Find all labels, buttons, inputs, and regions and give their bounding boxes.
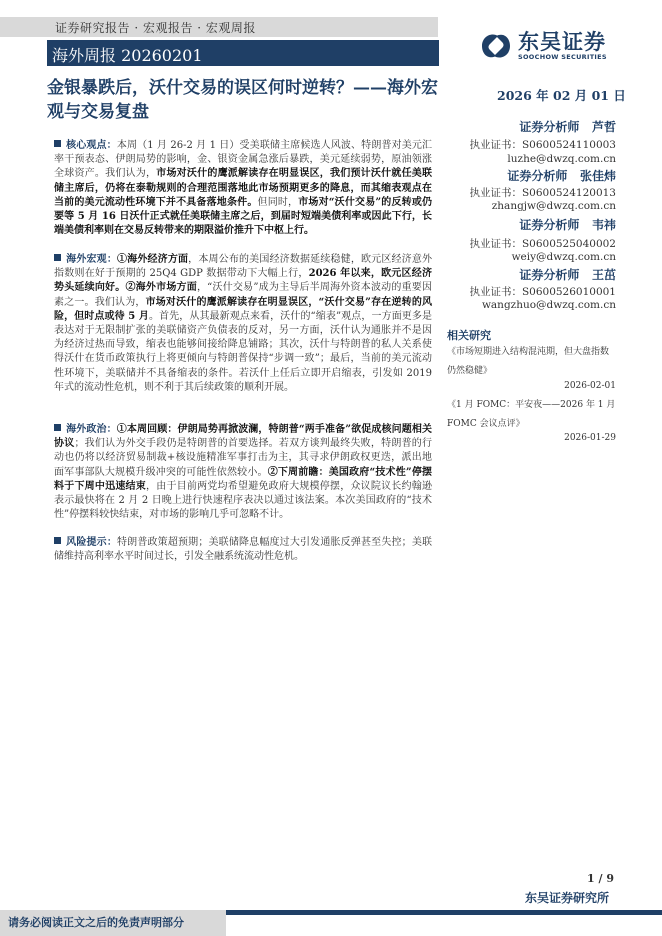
section-overseas-politics: 海外政治：①本周回顾：伊朗局势再掀波澜，特朗普“两手准备”欲促成核问题相关协议；我们认为外交手段仍是特朗普的首要选择。若双方谈判最终失败，特朗普的行动也仍将以经济贸易制裁+核设施精准军事打击为主，其寻求伊朗政权更迭，派出地面军事部队大规模升级冲突的可能性依然较小。②下周前瞻：美国政府“技术性”停摆料于下周中迅速结束，由于目前两党均希望避免政府大规模停摆，众议院议长约翰逊表示最快将在 2 月 2 日晚上进行快速程序表决以通过该法案。本次美国政府的“技术性”停摆料较快结束，对市场的影响几乎可忽略不计。 (54, 424, 433, 521)
page-number: 1 / 9 (587, 872, 614, 885)
footer-institute: 东吴证券研究所 (525, 891, 610, 905)
square-bullet-icon (54, 254, 61, 261)
logo-text-en: SOOCHOW SECURITIES (518, 53, 607, 61)
soochow-logo-icon (476, 26, 516, 66)
analyst-2-license: 执业证书：S0600524120013 (469, 187, 616, 199)
analyst-1-license: 执业证书：S0600524110003 (469, 139, 616, 151)
analyst-1-email[interactable]: luzhe@dwzq.com.cn (507, 153, 616, 165)
related-item-2-date: 2026-01-29 (564, 433, 616, 443)
related-item-1-date: 2026-02-01 (564, 381, 616, 391)
series-title: 海外周报 20260201 (52, 46, 203, 65)
square-bullet-icon (54, 537, 61, 544)
section-overseas-macro: 海外宏观：①海外经济方面，本周公布的美国经济数据延续稳健，欧元区经济意外指数则在好于预期的 25Q4 GDP 数据带动下大幅上行，2026 年以来，欧元区经济势头延续向好。②海外市场方面，“沃什交易”成为主导后半周海外资本波动的重要因素之一。我们认为，市场对沃什的鹰派解读存在明显误区，“沃什交易”存在逆转的风险，但时点或待 5 月。首先，从其最新观点来看，沃什的“缩表”观点，一方面更多是表达对于无限制扩张的美联储资产负债表的反对，另一方面，沃什认为通胀并不是因为经济过热而导致，缩表也能够间接给降息铺路；其次，沃什与特朗普的私人关系使得沃什在货币政策执行上将更倾向与特朗普保持“步调一致”；最后，当前的美元流动性环境下，美联储并不具备缩表的条件。若沃什上任后立即开启缩表，引发如 2019 年式的流动性危机，则不利于其后续政策的顺利开展。 (54, 254, 433, 393)
section-risk-warning: 风险提示：特朗普政策超预期；美联储降息幅度过大引发通胀反弹甚至失控；美联储维持高利率水平时间过长，引发全融系统流动性危机。 (54, 537, 432, 563)
square-bullet-icon (54, 424, 61, 431)
related-item-2-title[interactable]: 《1 月 FOMC：平安夜——2026 年 1 月 FOMC 会议点评》 (447, 400, 616, 429)
analyst-3-email[interactable]: weiy@dwzq.com.cn (511, 251, 616, 263)
report-date: 2026 年 02 月 01 日 (497, 88, 626, 103)
disclaimer-text: 请务必阅读正文之后的免责声明部分 (8, 916, 184, 929)
related-item-1-title[interactable]: 《市场短期进入结构混沌期，但大盘指数仍然稳健》 (447, 347, 610, 376)
analyst-2-header: 证券分析师 张佳炜 (507, 169, 616, 183)
report-title: 金银暴跌后，沃什交易的误区何时逆转？——海外宏观与交易复盘 (47, 78, 438, 122)
analyst-4-license: 执业证书：S0600526010001 (469, 286, 616, 298)
analyst-4-email[interactable]: wangzhuo@dwzq.com.cn (481, 299, 616, 311)
analyst-4-header: 证券分析师 王茁 (519, 268, 616, 282)
square-bullet-icon (54, 140, 61, 147)
analyst-1-header: 证券分析师 芦哲 (519, 120, 616, 134)
logo-text-cn: 东吴证券 (518, 29, 606, 54)
analyst-2-email[interactable]: zhangjw@dwzq.com.cn (491, 200, 616, 212)
breadcrumb: 证券研究报告 · 宏观报告 · 宏观周报 (55, 21, 256, 35)
analyst-3-header: 证券分析师 韦祎 (519, 218, 616, 232)
related-research-heading: 相关研究 (447, 329, 491, 342)
analyst-3-license: 执业证书：S0600525040002 (469, 238, 616, 250)
section-core-view: 核心观点：本周（1 月 26-2 月 1 日）受美联储主席候选人风波、特朗普对美元汇率干预表态、伊朗局势的影响，金、银资金属急涨后暴跌，美元延续弱势，原油领涨全球资产。我们认为，市场对沃什的鹰派解读存在明显误区，我们预计沃什就任美联储主席后，仍将在泰勒规则的合理范围落地此市场预期更多的降息，而其缩表观点在当前的美元流动性环境下并不具备落地条件。但同时，市场对“沃什交易”的反转或仍要等 5 月 16 日沃什正式就任美联储主席之后，到届时短端美债利率或因此下行，长端美债利率则在交易反转带来的期限溢价推升下中枢上行。 (54, 140, 433, 237)
